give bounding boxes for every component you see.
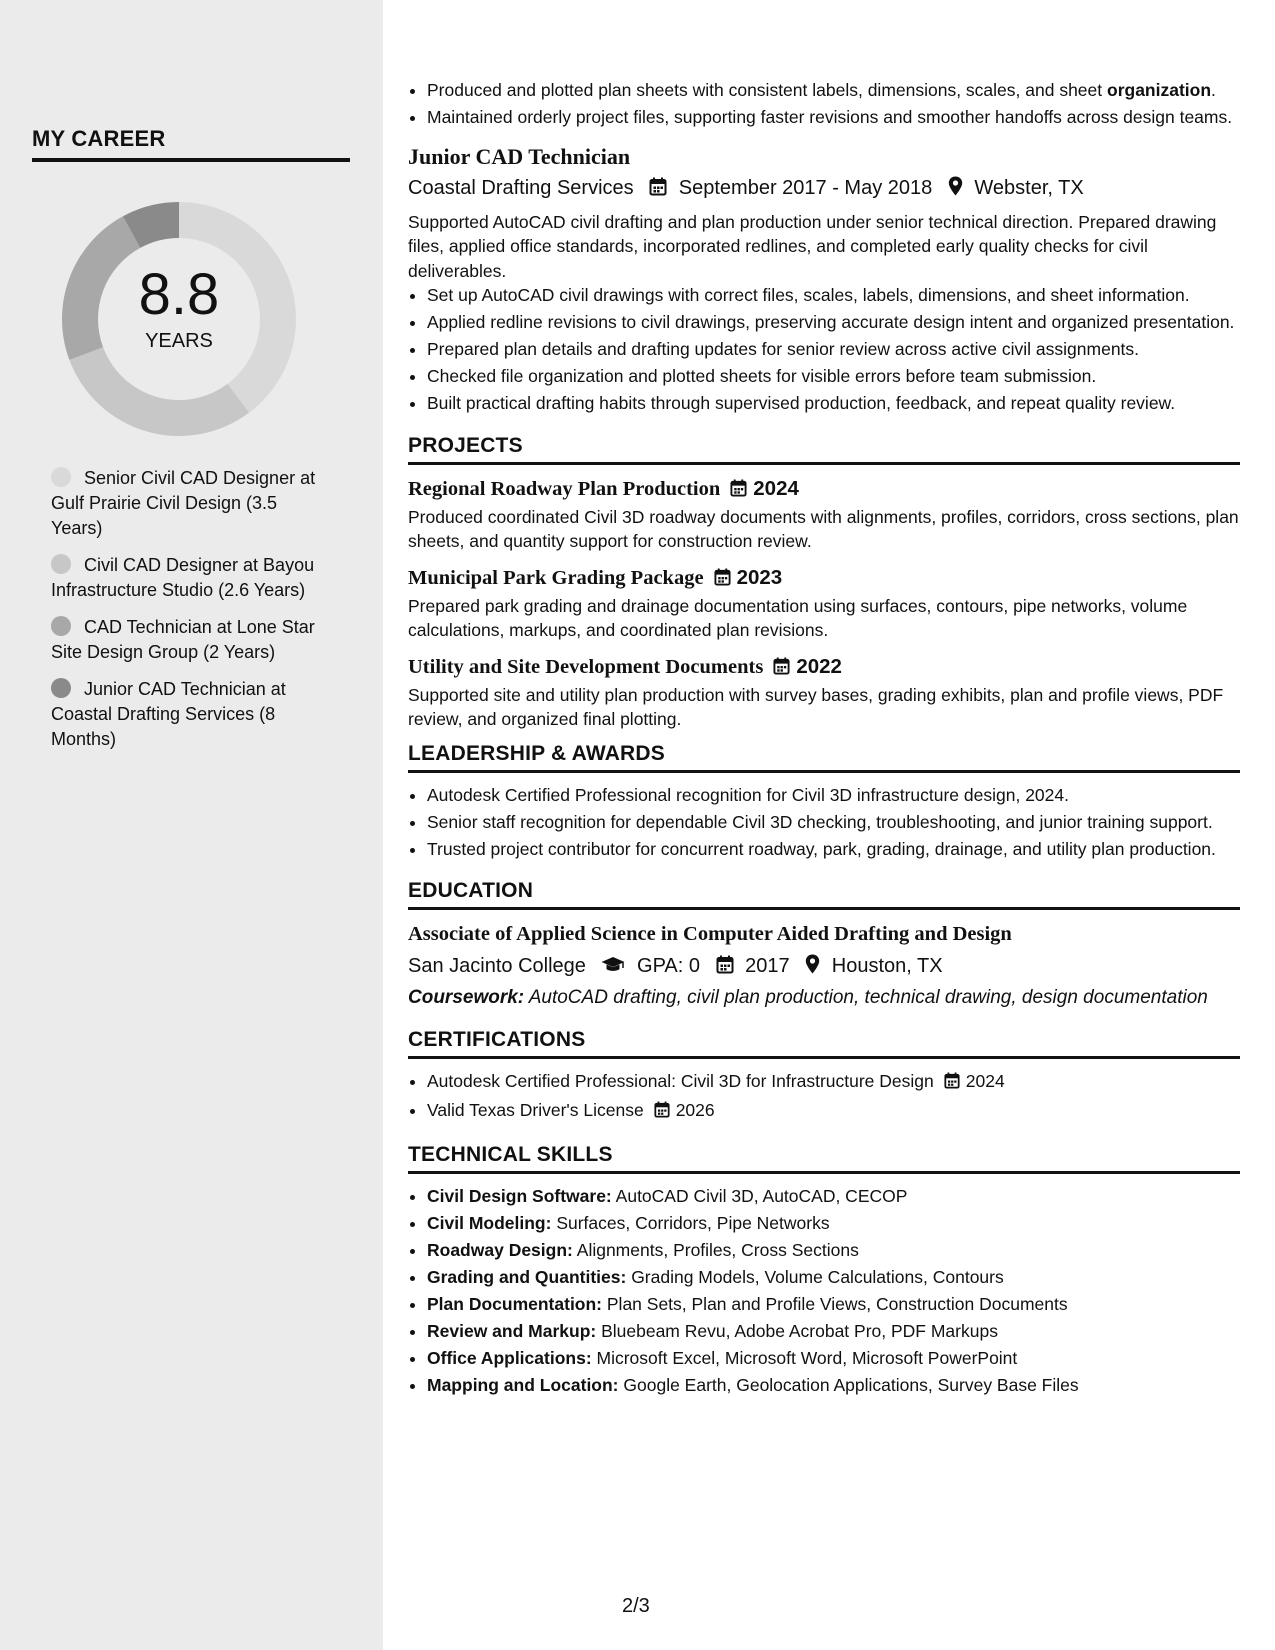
job-dates: September 2017 - May 2018 [678,176,933,199]
coursework-label: Coursework: [408,987,525,1008]
skills-heading: TECHNICAL SKILLS [408,1143,1240,1174]
leadership-list [408,783,1240,862]
projects-heading: PROJECTS [408,434,1240,465]
total-years-unit: YEARS [145,330,213,352]
project-item [408,475,1240,554]
certification-name: Valid Texas Driver's License [427,1100,644,1120]
job-meta [408,174,1240,204]
career-heading: MY CAREER [32,126,350,162]
page-number: 2/3 [622,1595,650,1617]
career-donut-chart [62,202,296,436]
skill-label: Civil Modeling: [427,1212,552,1233]
calendar-icon [714,566,731,594]
skill-value: Google Earth, Geolocation Applications, Survey Base Files [618,1374,1079,1395]
list-item: • Autodesk Certified Professional recognition for Civil 3D infrastructure design, 2024. [427,783,1240,808]
list-item: • Set up AutoCAD civil drawings with correct files, scales, labels, dimensions, and sheet information. [427,283,1240,308]
list-item [427,1265,1240,1290]
donut-segment [62,216,140,360]
skill-value: Grading Models, Volume Calculations, Contours [626,1266,1004,1287]
coursework-text: AutoCAD drafting, civil plan production, technical drawing, design documentation [524,987,1208,1008]
company-name: Coastal Drafting Services [408,176,634,199]
skill-label: Office Applications: [427,1347,592,1368]
job-bullet-list [408,283,1240,416]
location-pin-icon [948,176,963,204]
job-location: Webster, TX [974,176,1084,199]
skill-value: Bluebeam Revu, Adobe Acrobat Pro, PDF Markups [596,1320,998,1341]
skill-value: Surfaces, Corridors, Pipe Networks [551,1212,830,1233]
skill-label: Review and Markup: [427,1320,597,1341]
calendar-icon [773,655,790,683]
skill-label: Grading and Quantities: [427,1266,627,1287]
career-item-label: CAD Technician at Lone Star Site Design Group (2 Years) [51,617,315,662]
calendar-icon [654,1100,670,1125]
list-item [427,1292,1240,1317]
total-years-value: 8.8 [138,262,220,327]
graduation-year: 2017 [745,955,790,977]
list-item [427,1211,1240,1236]
graduation-cap-icon [601,954,625,982]
career-item [51,553,331,603]
certifications-list [408,1069,1240,1125]
list-item [427,1069,1240,1096]
list-item [427,1238,1240,1263]
donut-segment [69,347,249,436]
certification-year: 2024 [965,1071,1005,1091]
sidebar [0,0,383,1650]
legend-dot-icon [51,467,71,487]
career-item [51,466,331,541]
project-title: Regional Roadway Plan Production [408,477,721,500]
skill-label: Roadway Design: [427,1239,573,1260]
list-item [427,1184,1240,1209]
list-item [427,1319,1240,1344]
job-title: Junior CAD Technician [408,143,631,169]
list-item: • Produced and plotted plan sheets with consistent labels, dimensions, scales, and sheet organization. [427,78,1240,103]
project-item [408,653,1240,732]
project-description: Prepared park grading and drainage documentation using surfaces, contours, pipe networks, volume calculations, markups, and coordinated plan revisions. [408,595,1188,640]
project-year: 2024 [753,476,799,500]
legend-dot-icon [51,678,71,698]
career-item [51,677,331,752]
skills-list [408,1184,1240,1398]
skill-value: Alignments, Profiles, Cross Sections [572,1239,859,1260]
project-description: Supported site and utility plan production with survey bases, grading exhibits, plan and profile views, PDF review, and organized final plotting. [408,684,1224,729]
career-item [51,615,331,665]
certification-year: 2026 [675,1100,715,1120]
legend-dot-icon [51,554,71,574]
list-item: • Trusted project contributor for concurrent roadway, park, grading, drainage, and utility plan production. [427,837,1240,862]
project-item [408,564,1240,643]
certifications-heading: CERTIFICATIONS [408,1028,1240,1059]
gpa: GPA: 0 [637,955,701,977]
calendar-icon [716,954,734,982]
career-item-label: Junior CAD Technician at Coastal Drafting Services (8 Months) [51,679,286,749]
school-name: San Jacinto College [408,955,586,977]
career-item-label: Civil CAD Designer at Bayou Infrastructure Studio (2.6 Years) [51,555,315,600]
calendar-icon [944,1071,960,1096]
list-item: • Senior staff recognition for dependable Civil 3D checking, troubleshooting, and junior training support. [427,810,1240,835]
list-item: • Checked file organization and plotted sheets for visible errors before team submission. [427,364,1240,389]
calendar-icon [730,477,747,505]
certification-name: Autodesk Certified Professional: Civil 3D for Infrastructure Design [427,1071,934,1091]
project-title: Municipal Park Grading Package [408,566,704,589]
skill-value: Microsoft Excel, Microsoft Word, Microsoft PowerPoint [591,1347,1018,1368]
legend-dot-icon [51,616,71,636]
main-content [408,78,1240,1400]
leadership-heading: LEADERSHIP & AWARDS [408,742,1240,773]
list-item: • Maintained orderly project files, supporting faster revisions and smoother handoffs across design teams. [427,105,1240,130]
skill-value: Plan Sets, Plan and Profile Views, Construction Documents [602,1293,1068,1314]
project-year: 2022 [796,654,842,678]
skill-label: Plan Documentation: [427,1293,603,1314]
skill-label: Mapping and Location: [427,1374,619,1395]
list-item: • Built practical drafting habits through supervised production, feedback, and repeat quality review. [427,391,1240,416]
list-item: • Prepared plan details and drafting updates for senior review across active civil assignments. [427,337,1240,362]
continued-bullet-list [408,78,1240,130]
list-item [427,1373,1240,1398]
coursework [408,986,1240,1010]
skill-label: Civil Design Software: [427,1185,612,1206]
list-item [427,1346,1240,1371]
degree-title: Associate of Applied Science in Computer Aided Drafting and Design [408,923,1012,945]
career-item-label: Senior Civil CAD Designer at Gulf Prairie Civil Design (3.5 Years) [51,468,316,538]
project-title: Utility and Site Development Documents [408,655,764,678]
location-pin-icon [805,954,820,982]
project-description: Produced coordinated Civil 3D roadway documents with alignments, profiles, corridors, cross sections, plan sheets, and quantity support for construction review. [408,506,1239,551]
skill-value: AutoCAD Civil 3D, AutoCAD, CECOP [611,1185,908,1206]
school-location: Houston, TX [831,955,943,977]
career-legend [51,466,331,764]
list-item [427,1098,1240,1125]
job-summary: Supported AutoCAD civil drafting and plan production under senior technical direction. Prepared drawing files, applied office standards, incorporated redlines, and completed early quality checks for civil deliverables. [408,211,1217,281]
calendar-icon [649,176,667,204]
education-meta [408,952,1240,982]
education-heading: EDUCATION [408,879,1240,910]
project-year: 2023 [736,565,783,589]
list-item: • Applied redline revisions to civil drawings, preserving accurate design intent and organized presentation. [427,310,1240,335]
